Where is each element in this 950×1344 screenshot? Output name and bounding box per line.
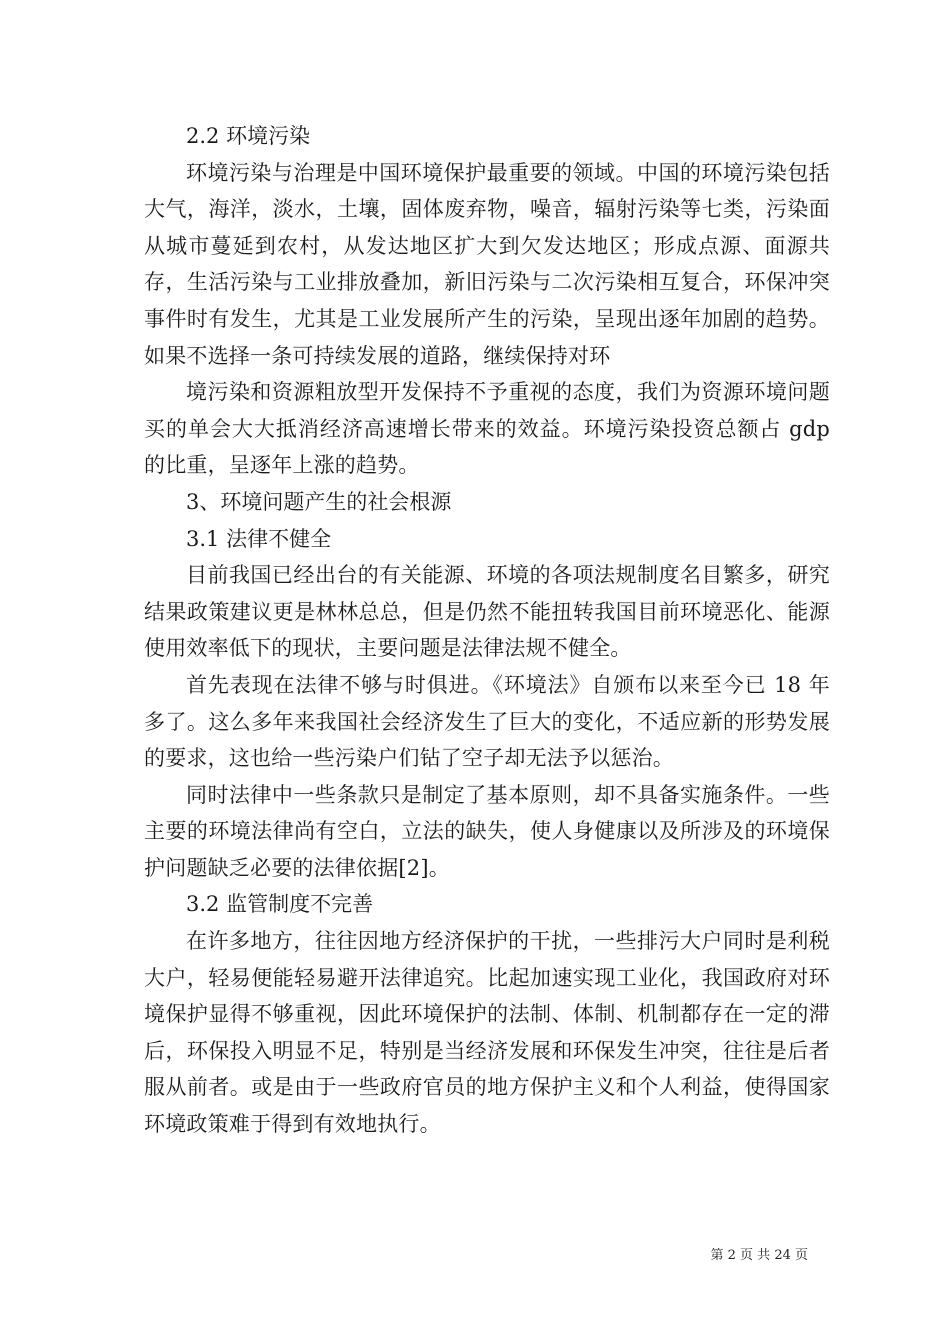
section-heading-3-2: 3.2 监管制度不完善 xyxy=(186,892,374,917)
paragraph-supervision: 在许多地方，往往因地方经济保护的干扰，一些排污大户同时是利税大户，轻易便能轻易避开法律追究。比起加速实现工业化，我国政府对环境保护显得不够重视，因此环境保护的法制、体制、机制都存在一定的滞后，环保投入明显不足，特别是当经济发展和环保发生冲突，往往是后者服从前者。或是由于一些政府官员的地方保护主义和个人利益，使得国家环境政策难于得到有效地执行。 xyxy=(144,929,830,1137)
page-number-footer: 第 2 页 共 24 页 xyxy=(710,1248,808,1263)
section-heading-3: 3、环境问题产生的社会根源 xyxy=(186,489,452,514)
paragraph-law-overview: 目前我国已经出台的有关能源、环境的各项法规制度名目繁多，研究结果政策建议更是林林总总，但是仍然不能扭转我国目前环境恶化、能源使用效率低下的现状，主要问题是法律法规不健全。 xyxy=(144,563,830,661)
section-heading-3-1: 3.1 法律不健全 xyxy=(186,526,332,551)
document-body xyxy=(144,118,830,1143)
paragraph-law-gaps: 同时法律中一些条款只是制定了基本原则，却不具备实施条件。一些主要的环境法律尚有空白，立法的缺失，使人身健康以及所涉及的环境保护问题缺乏必要的法律依据[2]。 xyxy=(144,782,830,880)
paragraph-law-outdated: 首先表现在法律不够与时俱进。《环境法》自颁布以来至今已 18 年多了。这么多年来我国社会经济发生了巨大的变化，不适应新的形势发展的要求，这也给一些污染户们钻了空子却无法予以惩治。 xyxy=(144,672,830,771)
paragraph-pollution-overview: 环境污染与治理是中国环境保护最重要的领域。中国的环境污染包括大气，海洋，淡水，土壤，固体废弃物，噪音，辐射污染等七类，污染面从城市蔓延到农村，从发达地区扩大到欠发达地区；形成点源、面源共存，生活污染与工业排放叠加，新旧污染与二次污染相互复合，环保冲突事件时有发生，尤其是工业发展所产生的污染，呈现出逐年加剧的趋势。如果不选择一条可持续发展的道路，继续保持对环 xyxy=(144,160,830,368)
section-heading-2-2: 2.2 环境污染 xyxy=(186,124,311,148)
paragraph-pollution-cost: 境污染和资源粗放型开发保持不予重视的态度，我们为资源环境问题买的单会大大抵消经济高速增长带来的效益。环境污染投资总额占 gdp 的比重，呈逐年上涨的趋势。 xyxy=(144,380,830,478)
